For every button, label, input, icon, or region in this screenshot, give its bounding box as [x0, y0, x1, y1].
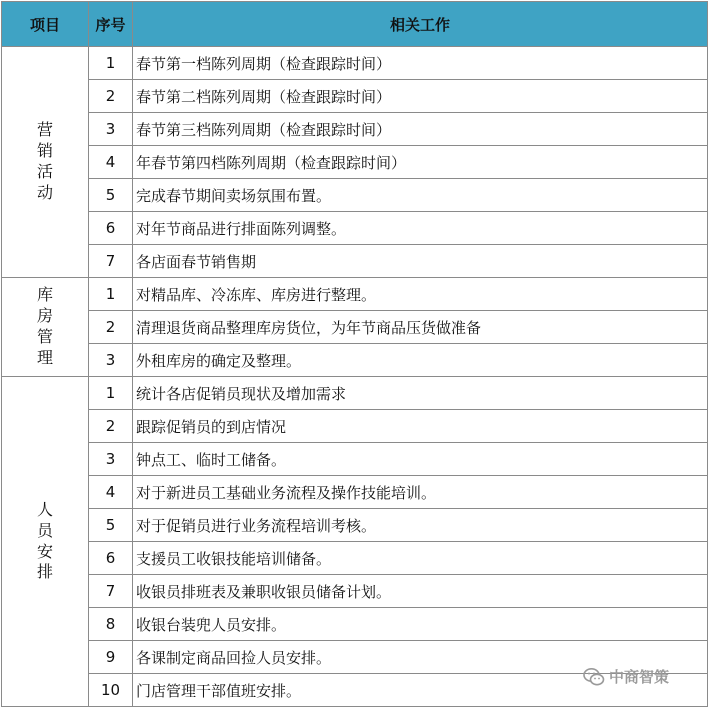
task-cell: 支援员工收银技能培训储备。 [133, 542, 708, 575]
task-cell: 年春节第四档陈列周期（检查跟踪时间） [133, 146, 708, 179]
seq-cell: 4 [89, 476, 133, 509]
task-cell: 各店面春节销售期 [133, 245, 708, 278]
seq-cell: 9 [89, 641, 133, 674]
task-cell: 清理退货商品整理库房货位，为年节商品压货做准备 [133, 311, 708, 344]
category-cell [2, 47, 89, 278]
table-row [2, 47, 708, 80]
seq-cell: 7 [89, 245, 133, 278]
header-row [2, 2, 708, 47]
table-row [2, 509, 708, 542]
seq-cell: 3 [89, 443, 133, 476]
table-row [2, 245, 708, 278]
work-plan-table [1, 1, 708, 707]
table-row [2, 542, 708, 575]
table-row [2, 377, 708, 410]
task-cell: 跟踪促销员的到店情况 [133, 410, 708, 443]
category-cell [2, 278, 89, 377]
seq-cell: 2 [89, 311, 133, 344]
wechat-icon [583, 667, 605, 687]
table-row [2, 410, 708, 443]
seq-cell: 6 [89, 542, 133, 575]
table-row [2, 179, 708, 212]
seq-cell: 7 [89, 575, 133, 608]
task-cell: 收银员排班表及兼职收银员储备计划。 [133, 575, 708, 608]
table-row [2, 311, 708, 344]
category-label: 库房管理 [36, 285, 53, 367]
seq-cell: 5 [89, 179, 133, 212]
seq-cell: 10 [89, 674, 133, 707]
task-cell: 对精品库、冷冻库、库房进行整理。 [133, 278, 708, 311]
task-cell: 对于促销员进行业务流程培训考核。 [133, 509, 708, 542]
seq-cell: 1 [89, 377, 133, 410]
category-cell [2, 377, 89, 707]
table-row [2, 344, 708, 377]
task-cell: 外租库房的确定及整理。 [133, 344, 708, 377]
table-row [2, 443, 708, 476]
header-category: 项目 [2, 2, 89, 47]
seq-cell: 4 [89, 146, 133, 179]
table-row [2, 212, 708, 245]
seq-cell: 3 [89, 344, 133, 377]
table-body [2, 47, 708, 707]
task-cell: 春节第二档陈列周期（检查跟踪时间） [133, 80, 708, 113]
seq-cell: 6 [89, 212, 133, 245]
watermark-text: 中商智策 [609, 668, 670, 686]
table-row [2, 113, 708, 146]
task-cell: 完成春节期间卖场氛围布置。 [133, 179, 708, 212]
task-cell: 春节第三档陈列周期（检查跟踪时间） [133, 113, 708, 146]
category-label: 人员安排 [36, 499, 53, 582]
task-cell: 统计各店促销员现状及增加需求 [133, 377, 708, 410]
seq-cell: 1 [89, 278, 133, 311]
task-cell: 春节第一档陈列周期（检查跟踪时间） [133, 47, 708, 80]
seq-cell: 8 [89, 608, 133, 641]
header-task: 相关工作 [133, 2, 708, 47]
task-cell: 钟点工、临时工储备。 [133, 443, 708, 476]
table-row [2, 278, 708, 311]
seq-cell: 2 [89, 80, 133, 113]
task-cell: 对年节商品进行排面陈列调整。 [133, 212, 708, 245]
task-cell: 收银台装兜人员安排。 [133, 608, 708, 641]
seq-cell: 3 [89, 113, 133, 146]
table-row [2, 575, 708, 608]
header-seq: 序号 [89, 2, 133, 47]
seq-cell: 1 [89, 47, 133, 80]
seq-cell: 5 [89, 509, 133, 542]
watermark [583, 666, 669, 687]
seq-cell: 2 [89, 410, 133, 443]
table-row [2, 476, 708, 509]
task-cell: 门店管理干部值班安排。 [133, 674, 708, 707]
task-cell: 对于新进员工基础业务流程及操作技能培训。 [133, 476, 708, 509]
task-cell: 各课制定商品回捡人员安排。 [133, 641, 708, 674]
category-label: 营销活动 [36, 120, 53, 202]
table-row [2, 608, 708, 641]
table-row [2, 146, 708, 179]
table-row [2, 80, 708, 113]
